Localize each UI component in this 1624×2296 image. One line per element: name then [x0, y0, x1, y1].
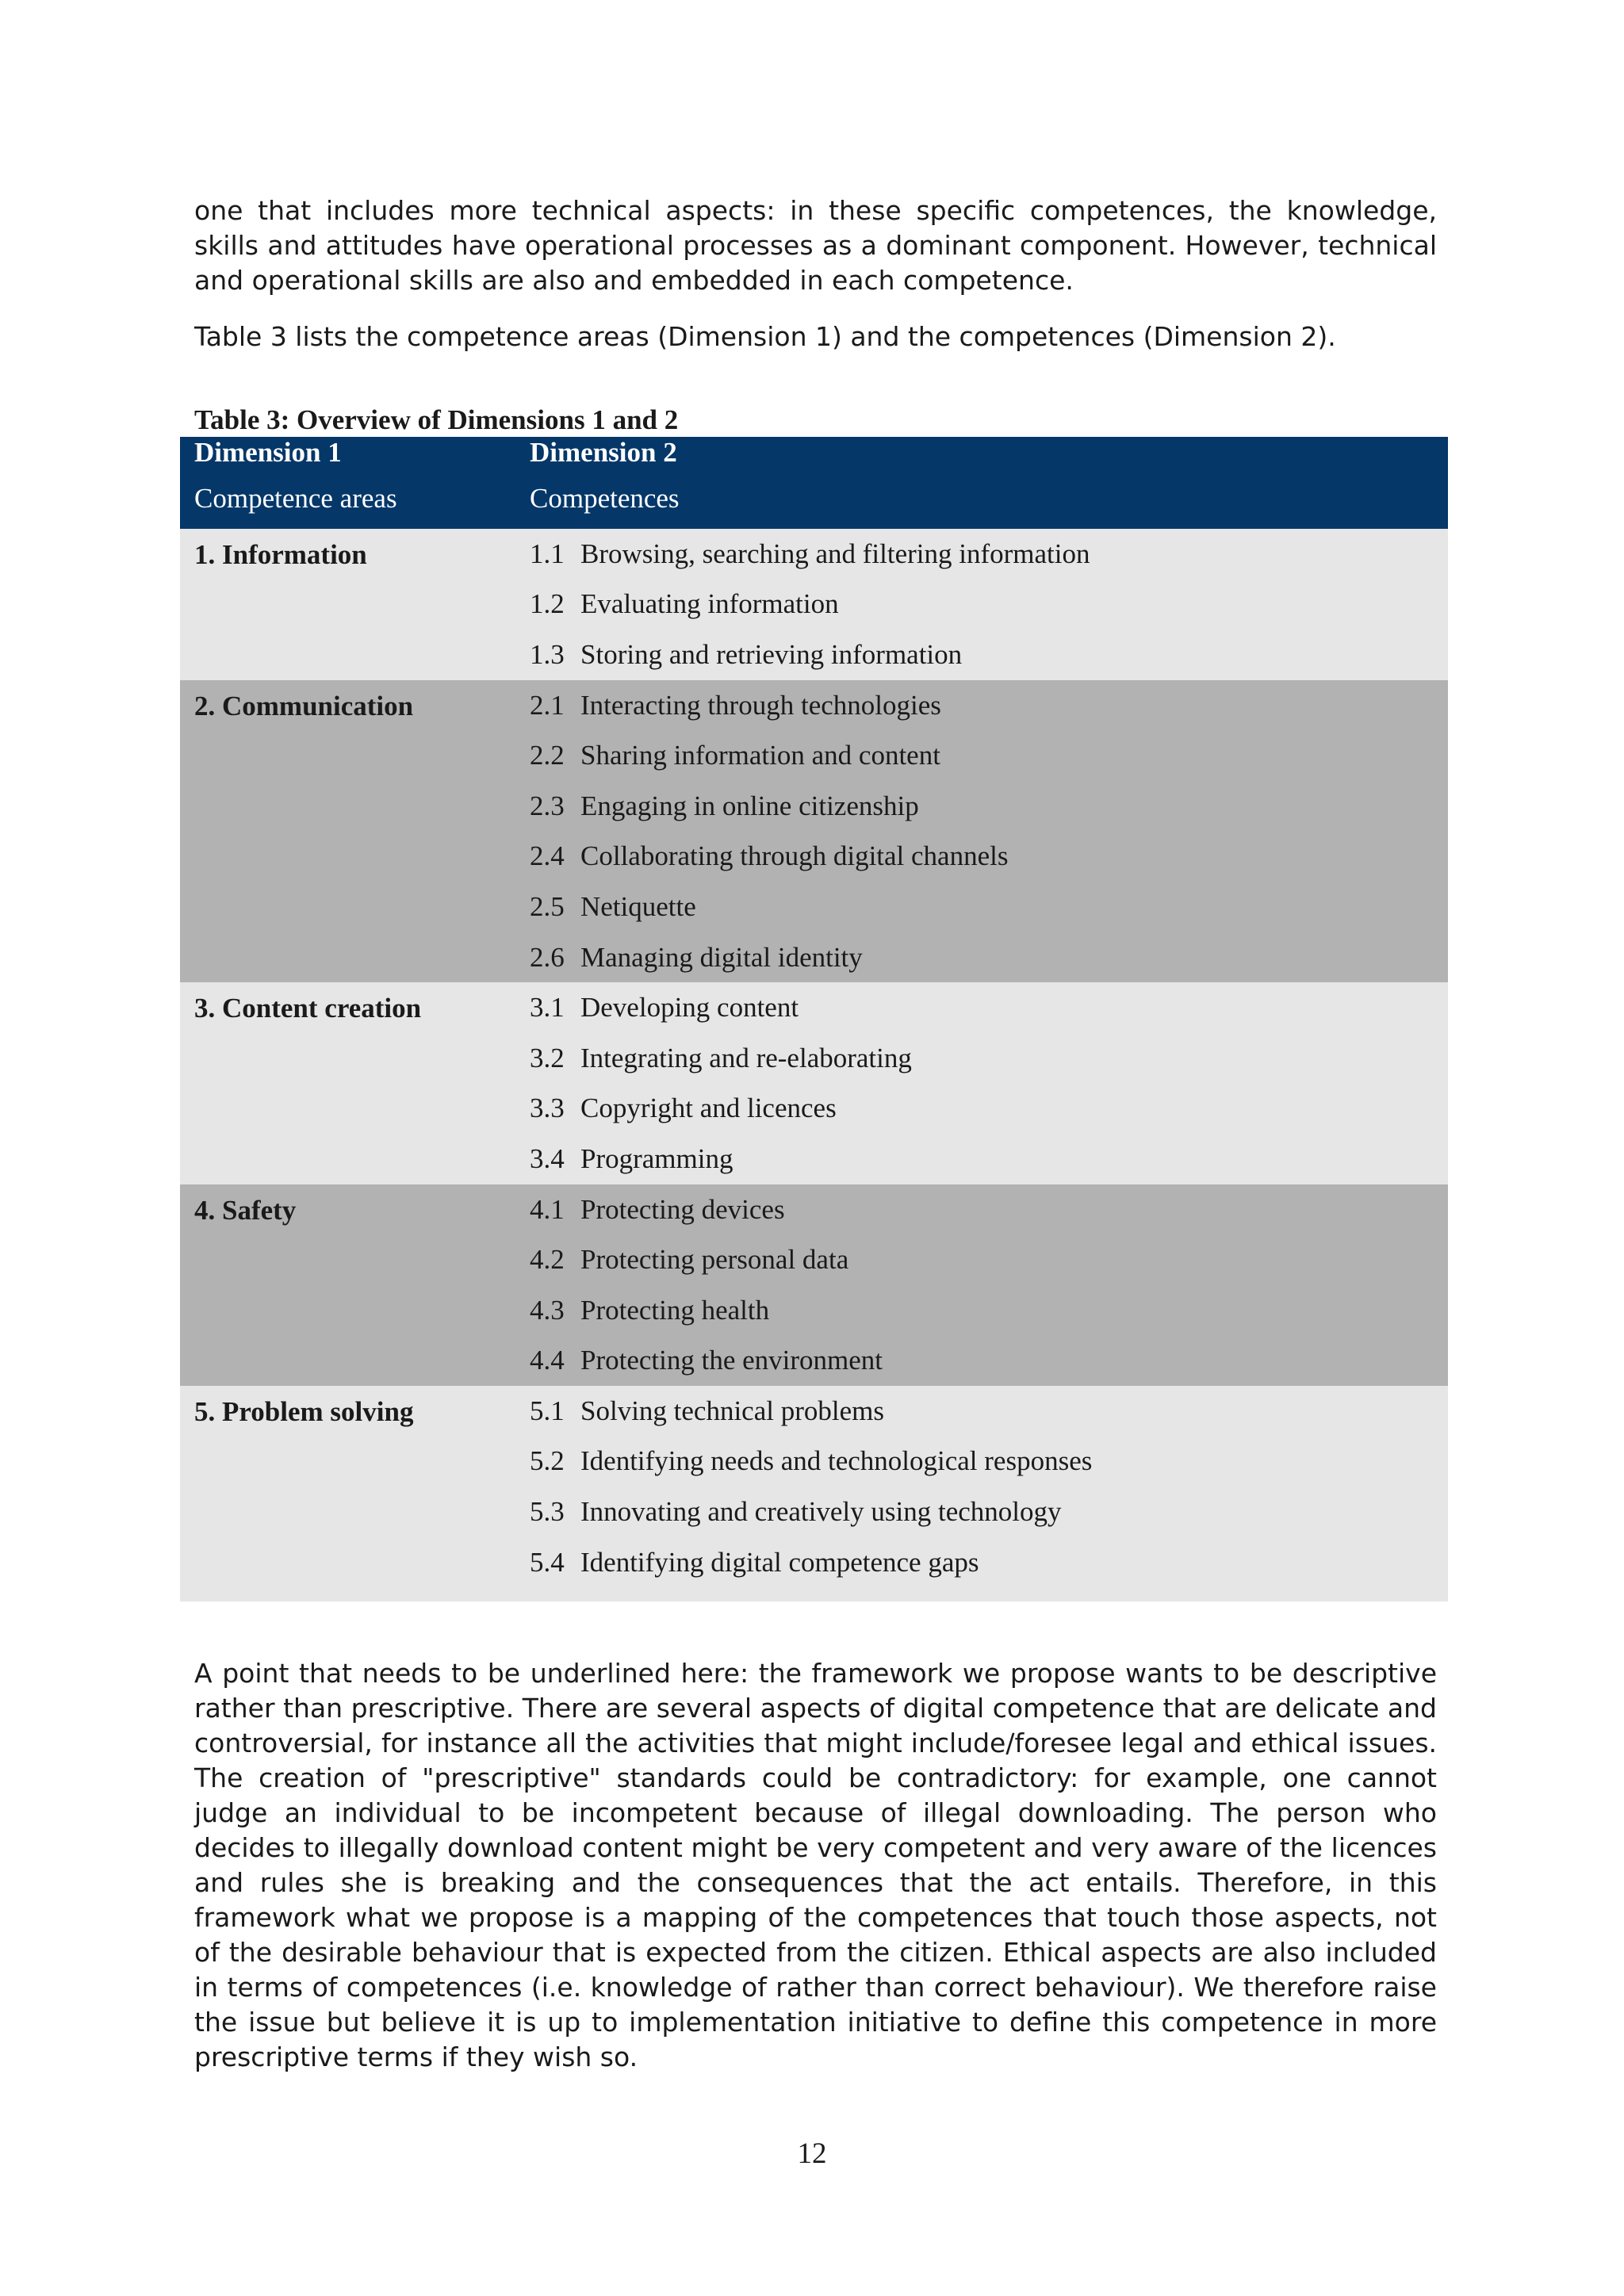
table-row	[180, 1184, 1448, 1235]
table-row	[180, 1386, 1448, 1437]
table-reference-paragraph: Table 3 lists the competence areas (Dimension 1) and the competences (Dimension 2).	[194, 321, 1336, 352]
table-header	[180, 437, 1448, 529]
competence-item	[515, 1336, 1448, 1387]
competence-number: 4.2	[530, 1244, 565, 1276]
table-row	[180, 680, 1448, 731]
table-bottom-padding	[180, 1587, 1448, 1601]
competence-text: Identifying digital competence gaps	[580, 1546, 979, 1578]
competence-number: 1.3	[530, 638, 565, 670]
header-col1-subtitle: Competence areas	[194, 483, 397, 514]
competence-number: 2.5	[530, 890, 565, 922]
competence-text: Protecting personal data	[580, 1244, 849, 1276]
competence-text: Managing digital identity	[580, 941, 863, 973]
header-col2-subtitle: Competences	[530, 483, 680, 514]
competence-area: 3. Content creation	[194, 993, 422, 1024]
competence-number: 2.2	[530, 740, 565, 771]
competence-area: 2. Communication	[194, 690, 414, 721]
competence-number: 5.4	[530, 1546, 565, 1578]
competence-number: 3.4	[530, 1142, 565, 1174]
competence-item	[515, 1487, 1448, 1537]
competence-number: 4.1	[530, 1193, 565, 1225]
competence-text: Copyright and licences	[580, 1093, 837, 1124]
competence-text: Browsing, searching and filtering information	[580, 538, 1090, 569]
competence-item	[515, 730, 1448, 781]
competence-text: Engaging in online citizenship	[580, 790, 919, 821]
competence-item	[515, 680, 1448, 731]
competence-item	[515, 781, 1448, 832]
header-col2-title: Dimension 2	[530, 437, 677, 468]
competence-item	[515, 1285, 1448, 1336]
competence-text: Integrating and re-elaborating	[580, 1042, 912, 1073]
competence-text: Developing content	[580, 992, 799, 1024]
table-row	[180, 982, 1448, 1033]
competence-area: 1. Information	[194, 539, 367, 570]
table-caption: Table 3: Overview of Dimensions 1 and 2	[194, 404, 679, 435]
competence-item	[515, 1134, 1448, 1184]
competence-number: 1.1	[530, 538, 565, 569]
competence-number: 5.1	[530, 1395, 565, 1426]
competence-text: Protecting the environment	[580, 1345, 883, 1376]
competence-item	[515, 1084, 1448, 1135]
dimensions-table	[180, 437, 1448, 1601]
competence-number: 2.4	[530, 840, 565, 872]
competence-text: Protecting health	[580, 1294, 770, 1326]
competence-number: 5.3	[530, 1496, 565, 1528]
competence-item	[515, 932, 1448, 983]
competence-item	[515, 1184, 1448, 1235]
competence-text: Innovating and creatively using technology	[580, 1496, 1062, 1528]
competence-number: 2.6	[530, 941, 565, 973]
competence-text: Protecting devices	[580, 1193, 785, 1225]
competence-item	[515, 629, 1448, 680]
competence-number: 4.4	[530, 1345, 565, 1376]
intro-paragraph: one that includes more technical aspects: in these specific competences, the knowledge, skills and attitudes have operational processes as a dominant component. However, technical and operational skills are also and embedded in each competence.	[194, 195, 1437, 296]
competence-text: Storing and retrieving information	[580, 638, 963, 670]
page-number: 12	[797, 2137, 827, 2170]
competence-number: 3.2	[530, 1042, 565, 1073]
competence-text: Identifying needs and technological responses	[580, 1445, 1093, 1477]
competence-text: Sharing information and content	[580, 740, 940, 771]
header-col1-title: Dimension 1	[194, 437, 342, 468]
competence-item	[515, 1386, 1448, 1437]
competence-number: 5.2	[530, 1445, 565, 1477]
framework-paragraph: A point that needs to be underlined here: the framework we propose wants to be descriptive rather than prescriptive. There are several aspects of digital competence that are delicate and controversial, for instance all the activities that might include/foresee legal and ethical issues. The creation of "prescriptive" standards could be contradictory: for example, one cannot judge an individual to be incompetent because of illegal downloading. The person who decides to illegally download content might be very competent and very aware of the licences and rules she is breaking and the consequences that the act entails. Therefore, in this framework what we propose is a mapping of the competences that touch those aspects, not of the desirable behaviour that is expected from the citizen. Ethical aspects are also included in terms of competences (i.e. knowledge of rather than correct behaviour). We therefore raise the issue but believe it is up to implementation initiative to define this competence in more prescriptive terms if they wish so.	[194, 1658, 1437, 2072]
competence-text: Evaluating information	[580, 588, 839, 620]
competence-text: Programming	[580, 1142, 733, 1174]
competence-text: Netiquette	[580, 890, 696, 922]
competence-number: 1.2	[530, 588, 565, 620]
competence-item	[515, 982, 1448, 1033]
table-body	[180, 529, 1448, 1601]
competence-number: 2.1	[530, 689, 565, 721]
competence-item	[515, 1234, 1448, 1285]
competence-item	[515, 1437, 1448, 1487]
competence-item	[515, 832, 1448, 882]
competence-item	[515, 1033, 1448, 1084]
competence-item	[515, 882, 1448, 932]
competence-number: 3.3	[530, 1093, 565, 1124]
competence-text: Collaborating through digital channels	[580, 840, 1009, 872]
competence-number: 4.3	[530, 1294, 565, 1326]
competence-number: 3.1	[530, 992, 565, 1024]
padding-cell	[180, 1587, 1448, 1601]
competence-number: 2.3	[530, 790, 565, 821]
competence-text: Solving technical problems	[580, 1395, 884, 1426]
competence-item	[515, 1537, 1448, 1588]
competence-area: 5. Problem solving	[194, 1396, 414, 1428]
competence-item	[515, 529, 1448, 580]
competence-area: 4. Safety	[194, 1194, 297, 1226]
competence-item	[515, 580, 1448, 630]
table-row	[180, 529, 1448, 580]
competence-text: Interacting through technologies	[580, 689, 941, 721]
